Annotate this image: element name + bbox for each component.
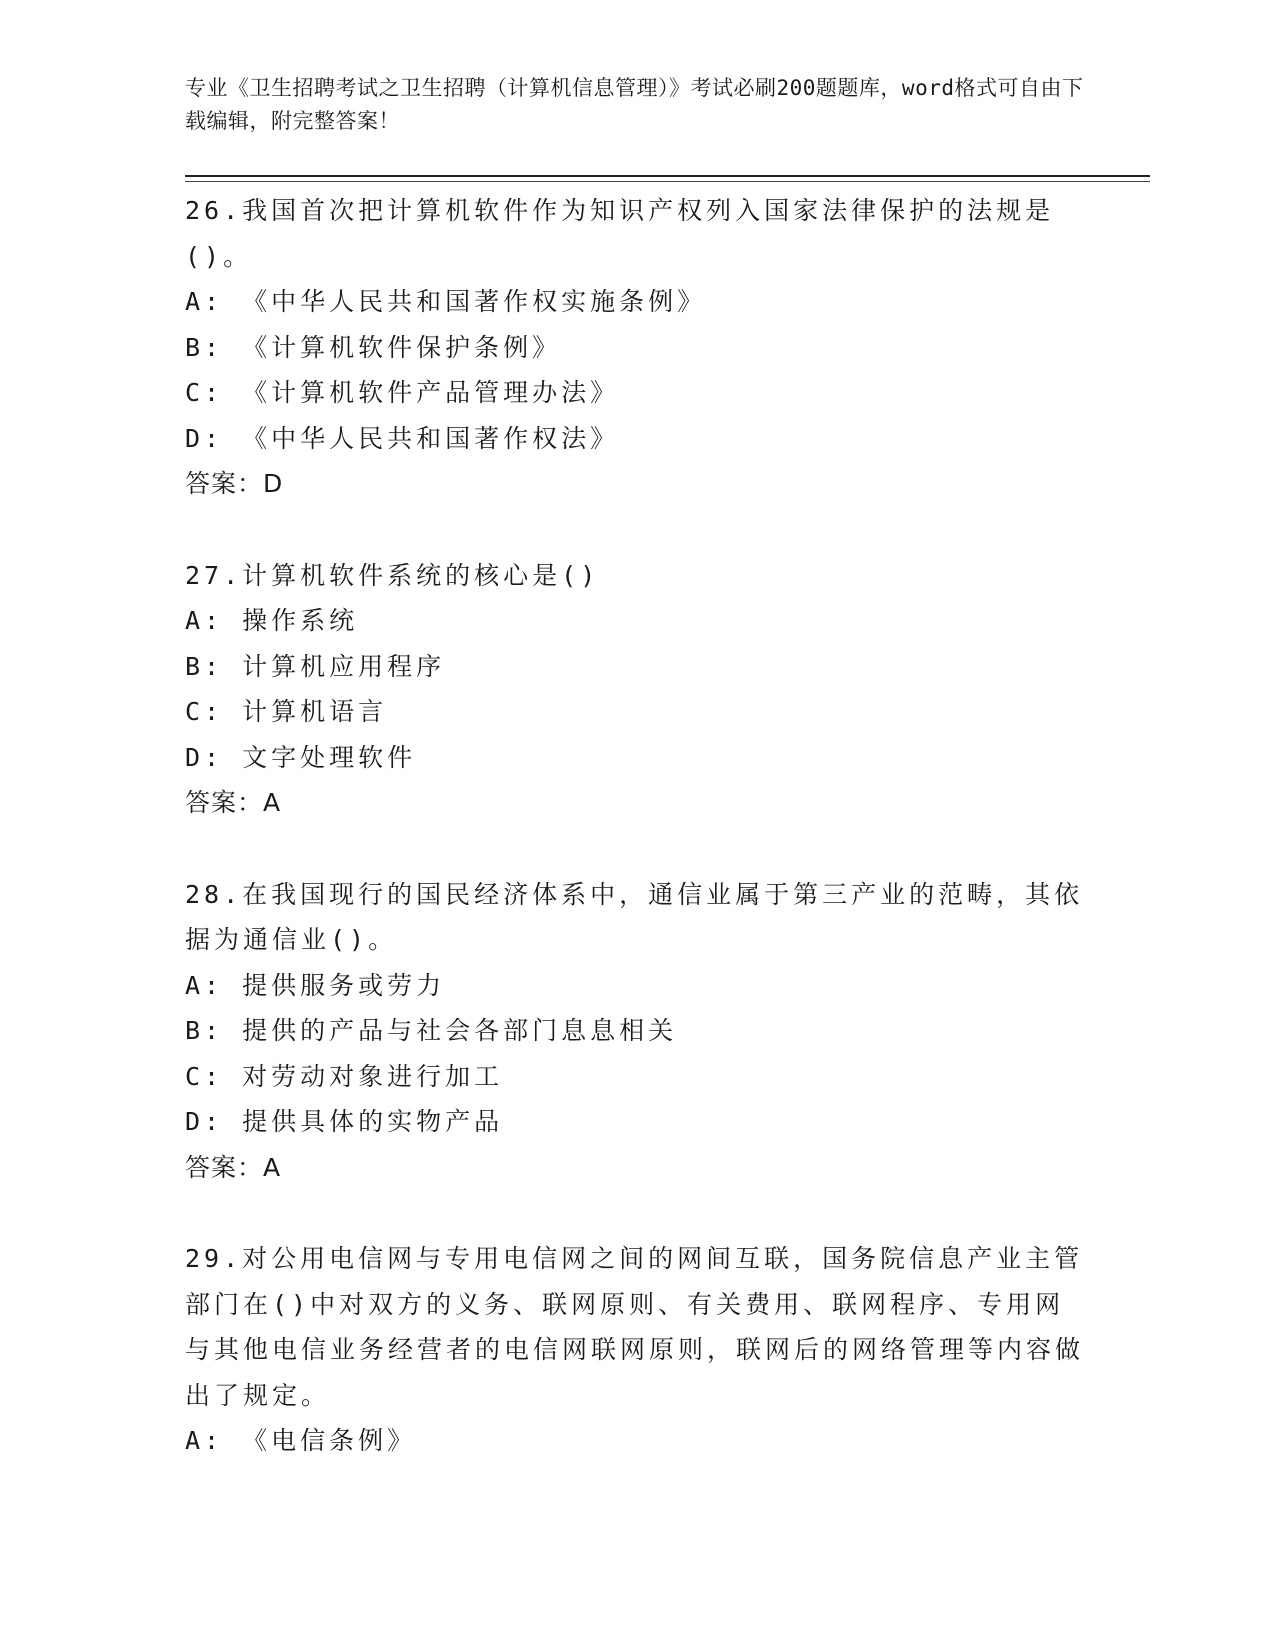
option-a: A: 操作系统 (185, 606, 359, 635)
question-26 (185, 188, 1085, 507)
answer: 答案：A (185, 788, 282, 817)
question-28 (185, 872, 1085, 1191)
header-divider-thick (185, 175, 1150, 177)
option-b: B: 提供的产品与社会各部门息息相关 (185, 1016, 678, 1045)
option-d: D: 提供具体的实物产品 (185, 1107, 504, 1136)
option-d: D: 文字处理软件 (185, 742, 417, 772)
question-stem: 27.计算机软件系统的核心是() (185, 560, 600, 590)
option-c: C: 计算机语言 (185, 697, 388, 726)
question-stem: 26.我国首次把计算机软件作为知识产权列入国家法律保护的法规是()。 (185, 196, 1055, 271)
option-b: B: 计算机应用程序 (185, 651, 446, 681)
question-list (185, 188, 1085, 1510)
option-c: C: 《计算机软件产品管理办法》 (185, 378, 620, 407)
answer: 答案：A (185, 1152, 282, 1182)
header-divider-thin (185, 181, 1150, 182)
option-a: A: 提供服务或劳力 (185, 970, 446, 1000)
option-b: B: 《计算机软件保护条例》 (185, 332, 562, 362)
question-29 (185, 1236, 1085, 1464)
option-d: D: 《中华人民共和国著作权法》 (185, 423, 620, 453)
option-a: A: 《中华人民共和国著作权实施条例》 (185, 287, 707, 316)
option-a: A: 《电信条例》 (185, 1426, 417, 1455)
document-header: 专业《卫生招聘考试之卫生招聘（计算机信息管理）》考试必刷200题题库，word格式可自由下载编辑，附完整答案！ (185, 76, 1084, 133)
question-stem: 28.在我国现行的国民经济体系中，通信业属于第三产业的范畴，其依据为通信业()。 (185, 879, 1084, 954)
option-c: C: 对劳动对象进行加工 (185, 1061, 504, 1091)
answer: 答案：D (185, 469, 284, 498)
question-27 (185, 553, 1085, 826)
question-stem: 29.对公用电信网与专用电信网之间的网间互联，国务院信息产业主管部门在()中对双方的义务、联网原则、有关费用、联网程序、专用网与其他电信业务经营者的电信网联网原则，联网后的网络管理等内容做出了规定。 (185, 1244, 1085, 1410)
